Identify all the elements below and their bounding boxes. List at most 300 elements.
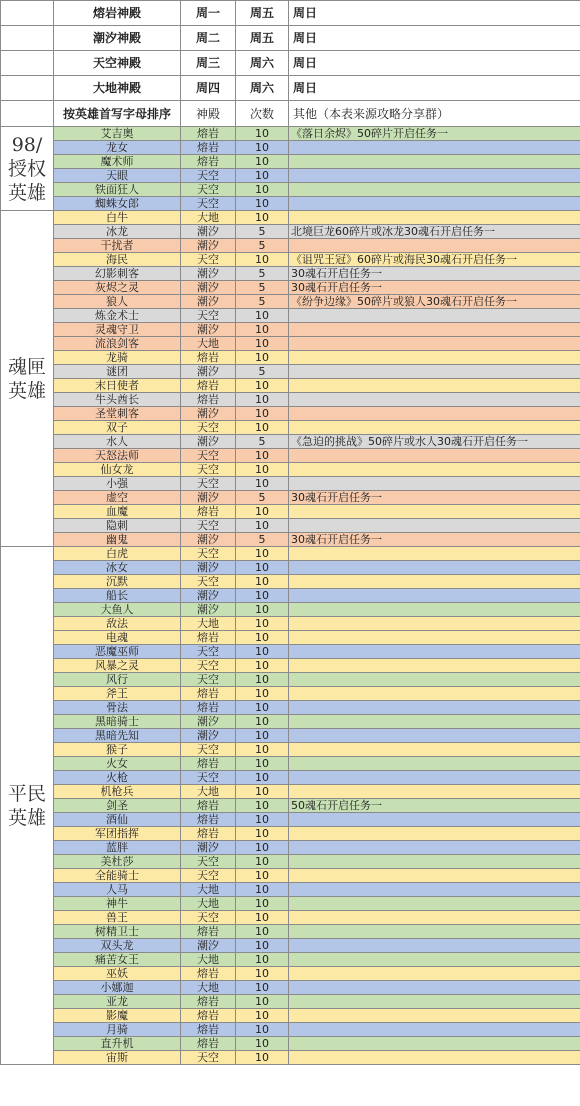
schedule-day: 周二 (181, 26, 236, 51)
hero-note (289, 953, 580, 967)
hero-name: 风行 (54, 673, 181, 687)
hero-note (289, 743, 580, 757)
hero-note (289, 855, 580, 869)
hero-name: 牛头酋长 (54, 393, 181, 407)
table-row (1, 1051, 580, 1065)
hero-note (289, 323, 580, 337)
hero-note (289, 645, 580, 659)
hero-count: 10 (236, 659, 289, 673)
hero-count: 5 (236, 239, 289, 253)
hero-count: 10 (236, 323, 289, 337)
hero-name: 小娜迦 (54, 981, 181, 995)
hero-temple: 天空 (181, 673, 236, 687)
hero-note (289, 337, 580, 351)
hero-count: 10 (236, 729, 289, 743)
hero-temple: 天空 (181, 659, 236, 673)
hero-count: 10 (236, 855, 289, 869)
hero-count: 5 (236, 295, 289, 309)
hero-note (289, 351, 580, 365)
schedule-row (1, 51, 580, 76)
table-row (1, 169, 580, 183)
hero-name: 火女 (54, 757, 181, 771)
hero-count: 5 (236, 365, 289, 379)
hero-count: 5 (236, 281, 289, 295)
table-row (1, 911, 580, 925)
table-row (1, 897, 580, 911)
hero-temple: 天空 (181, 309, 236, 323)
hero-name: 电魂 (54, 631, 181, 645)
hero-temple: 天空 (181, 869, 236, 883)
hero-temple: 潮汐 (181, 435, 236, 449)
schedule-temple: 大地神殿 (54, 76, 181, 101)
hero-name: 灵魂守卫 (54, 323, 181, 337)
hero-note (289, 967, 580, 981)
table-row (1, 309, 580, 323)
hero-note (289, 715, 580, 729)
table-row (1, 939, 580, 953)
table-row (1, 813, 580, 827)
table-row (1, 575, 580, 589)
hero-name: 大鱼人 (54, 603, 181, 617)
hero-temple: 熔岩 (181, 967, 236, 981)
hero-temple: 熔岩 (181, 631, 236, 645)
hero-note (289, 911, 580, 925)
hero-temple: 熔岩 (181, 1037, 236, 1051)
hero-temple: 大地 (181, 211, 236, 225)
hero-temple: 天空 (181, 477, 236, 491)
hero-name: 火枪 (54, 771, 181, 785)
hero-note (289, 659, 580, 673)
hero-count: 10 (236, 197, 289, 211)
table-row (1, 589, 580, 603)
hero-name: 血魔 (54, 505, 181, 519)
hero-note (289, 1051, 580, 1065)
hero-temple: 潮汐 (181, 365, 236, 379)
hero-note (289, 729, 580, 743)
schedule-day: 周三 (181, 51, 236, 76)
hero-temple: 熔岩 (181, 505, 236, 519)
table-row (1, 127, 580, 141)
hero-count: 10 (236, 967, 289, 981)
hero-count: 10 (236, 1051, 289, 1065)
hero-count: 10 (236, 183, 289, 197)
hero-temple: 熔岩 (181, 687, 236, 701)
hero-count: 10 (236, 813, 289, 827)
hero-name: 黑暗骑士 (54, 715, 181, 729)
hero-note (289, 477, 580, 491)
hero-note: 30魂石开启任务一 (289, 281, 580, 295)
hero-temple: 天空 (181, 1051, 236, 1065)
hero-note: 50魂石开启任务一 (289, 799, 580, 813)
table-row (1, 841, 580, 855)
hero-count: 10 (236, 309, 289, 323)
hero-note (289, 421, 580, 435)
hero-name: 魔术师 (54, 155, 181, 169)
hero-name: 亚龙 (54, 995, 181, 1009)
hero-note (289, 183, 580, 197)
hero-note (289, 673, 580, 687)
column-header-row (1, 101, 580, 127)
table-row (1, 155, 580, 169)
table-row (1, 743, 580, 757)
hero-temple: 潮汐 (181, 491, 236, 505)
hero-name: 炼金术士 (54, 309, 181, 323)
hero-note (289, 897, 580, 911)
hero-name: 月骑 (54, 1023, 181, 1037)
hero-note: 30魂石开启任务一 (289, 267, 580, 281)
hero-temple: 大地 (181, 617, 236, 631)
hero-note (289, 995, 580, 1009)
table-row (1, 771, 580, 785)
hero-count: 5 (236, 491, 289, 505)
hero-name: 虚空 (54, 491, 181, 505)
hero-temple: 大地 (181, 953, 236, 967)
hero-count: 10 (236, 141, 289, 155)
blank-cell (1, 101, 54, 127)
hero-name: 铁面狂人 (54, 183, 181, 197)
schedule-row (1, 1, 580, 26)
table-row (1, 253, 580, 267)
hero-temple: 天空 (181, 547, 236, 561)
table-row (1, 631, 580, 645)
table-row (1, 617, 580, 631)
table-row (1, 715, 580, 729)
table-row (1, 869, 580, 883)
table-row (1, 421, 580, 435)
hero-note: 《诅咒王冠》60碎片或海民30魂石开启任务一 (289, 253, 580, 267)
table-row (1, 757, 580, 771)
table-row (1, 883, 580, 897)
header-temple: 神殿 (181, 101, 236, 127)
hero-name: 船长 (54, 589, 181, 603)
hero-name: 斧王 (54, 687, 181, 701)
hero-count: 10 (236, 477, 289, 491)
hero-count: 10 (236, 701, 289, 715)
hero-name: 海民 (54, 253, 181, 267)
table-row (1, 827, 580, 841)
hero-count: 10 (236, 897, 289, 911)
hero-name: 艾吉奥 (54, 127, 181, 141)
hero-temple: 潮汐 (181, 225, 236, 239)
table-row (1, 295, 580, 309)
hero-note (289, 813, 580, 827)
table-row (1, 197, 580, 211)
hero-note (289, 981, 580, 995)
hero-count: 10 (236, 953, 289, 967)
hero-temple: 熔岩 (181, 155, 236, 169)
table-row (1, 183, 580, 197)
hero-temple: 天空 (181, 449, 236, 463)
hero-temple: 潮汐 (181, 281, 236, 295)
hero-note (289, 407, 580, 421)
hero-count: 10 (236, 603, 289, 617)
hero-name: 恶魔巫师 (54, 645, 181, 659)
hero-temple: 潮汐 (181, 561, 236, 575)
hero-temple: 熔岩 (181, 701, 236, 715)
hero-temple: 天空 (181, 645, 236, 659)
hero-temple: 熔岩 (181, 995, 236, 1009)
hero-count: 10 (236, 673, 289, 687)
hero-count: 10 (236, 547, 289, 561)
hero-count: 10 (236, 631, 289, 645)
hero-name: 兽王 (54, 911, 181, 925)
hero-note (289, 785, 580, 799)
hero-name: 猴子 (54, 743, 181, 757)
hero-note (289, 211, 580, 225)
hero-name: 神牛 (54, 897, 181, 911)
hero-name: 仙女龙 (54, 463, 181, 477)
hero-temple: 潮汐 (181, 533, 236, 547)
hero-name: 小强 (54, 477, 181, 491)
table-row (1, 729, 580, 743)
hero-name: 天怒法师 (54, 449, 181, 463)
hero-note (289, 589, 580, 603)
hero-count: 10 (236, 617, 289, 631)
hero-count: 10 (236, 1037, 289, 1051)
hero-count: 10 (236, 589, 289, 603)
table-row (1, 785, 580, 799)
hero-temple: 潮汐 (181, 267, 236, 281)
table-row (1, 1037, 580, 1051)
hero-note (289, 1009, 580, 1023)
hero-temple: 潮汐 (181, 841, 236, 855)
hero-name: 蓝胖 (54, 841, 181, 855)
hero-count: 10 (236, 1009, 289, 1023)
hero-note (289, 519, 580, 533)
hero-temple: 熔岩 (181, 813, 236, 827)
hero-note (289, 169, 580, 183)
hero-name: 人马 (54, 883, 181, 897)
hero-name: 剑圣 (54, 799, 181, 813)
hero-name: 沉默 (54, 575, 181, 589)
hero-temple: 熔岩 (181, 127, 236, 141)
hero-note (289, 141, 580, 155)
hero-count: 10 (236, 519, 289, 533)
hero-name: 幻影刺客 (54, 267, 181, 281)
hero-count: 10 (236, 169, 289, 183)
hero-note (289, 197, 580, 211)
hero-temple: 熔岩 (181, 799, 236, 813)
blank-cell (1, 1, 54, 26)
hero-temple: 天空 (181, 743, 236, 757)
hero-temple: 熔岩 (181, 141, 236, 155)
hero-name: 末日使者 (54, 379, 181, 393)
table-row (1, 603, 580, 617)
hero-note (289, 463, 580, 477)
hero-name: 双子 (54, 421, 181, 435)
hero-temple: 潮汐 (181, 729, 236, 743)
hero-temple: 熔岩 (181, 827, 236, 841)
hero-name: 灰烬之灵 (54, 281, 181, 295)
hero-temple: 潮汐 (181, 603, 236, 617)
hero-note (289, 393, 580, 407)
hero-temple: 大地 (181, 883, 236, 897)
hero-temple: 大地 (181, 337, 236, 351)
table-row (1, 659, 580, 673)
table-row (1, 463, 580, 477)
table-row (1, 673, 580, 687)
table-row (1, 1009, 580, 1023)
schedule-row (1, 76, 580, 101)
hero-note (289, 757, 580, 771)
hero-note (289, 575, 580, 589)
hero-count: 10 (236, 645, 289, 659)
table-row (1, 925, 580, 939)
hero-count: 5 (236, 435, 289, 449)
table-row (1, 995, 580, 1009)
table-row (1, 799, 580, 813)
hero-name: 冰龙 (54, 225, 181, 239)
schedule-temple: 潮汐神殿 (54, 26, 181, 51)
hero-temple: 天空 (181, 183, 236, 197)
hero-count: 5 (236, 225, 289, 239)
hero-name: 天眼 (54, 169, 181, 183)
table-row (1, 449, 580, 463)
hero-temple: 潮汐 (181, 407, 236, 421)
hero-temple: 天空 (181, 771, 236, 785)
hero-temple: 熔岩 (181, 351, 236, 365)
table-row (1, 505, 580, 519)
hero-count: 10 (236, 869, 289, 883)
hero-note (289, 603, 580, 617)
hero-note (289, 687, 580, 701)
hero-count: 10 (236, 155, 289, 169)
table-row (1, 701, 580, 715)
hero-temple: 天空 (181, 575, 236, 589)
hero-name: 宙斯 (54, 1051, 181, 1065)
hero-name: 蜘蛛女郎 (54, 197, 181, 211)
header-other: 其他（本表来源攻略分享群） (289, 101, 580, 127)
hero-temple: 天空 (181, 169, 236, 183)
hero-temple: 大地 (181, 981, 236, 995)
hero-temple: 天空 (181, 519, 236, 533)
hero-count: 10 (236, 449, 289, 463)
table-row (1, 491, 580, 505)
hero-temple: 熔岩 (181, 1023, 236, 1037)
hero-temple: 潮汐 (181, 239, 236, 253)
hero-count: 10 (236, 505, 289, 519)
hero-note (289, 617, 580, 631)
schedule-day: 周日 (289, 26, 580, 51)
hero-name: 隐刺 (54, 519, 181, 533)
hero-count: 10 (236, 925, 289, 939)
table-row (1, 953, 580, 967)
table-row (1, 267, 580, 281)
hero-temple: 熔岩 (181, 925, 236, 939)
table-row (1, 239, 580, 253)
table-row (1, 547, 580, 561)
schedule-day: 周日 (289, 51, 580, 76)
hero-temple: 潮汐 (181, 323, 236, 337)
hero-name: 直升机 (54, 1037, 181, 1051)
table-row (1, 967, 580, 981)
hero-count: 10 (236, 799, 289, 813)
hero-count: 10 (236, 337, 289, 351)
hero-note (289, 771, 580, 785)
blank-cell (1, 26, 54, 51)
hero-note (289, 1023, 580, 1037)
schedule-day: 周日 (289, 76, 580, 101)
hero-temple: 大地 (181, 785, 236, 799)
blank-cell (1, 76, 54, 101)
schedule-row (1, 26, 580, 51)
hero-count: 10 (236, 785, 289, 799)
hero-count: 10 (236, 379, 289, 393)
hero-note (289, 365, 580, 379)
hero-note (289, 155, 580, 169)
hero-count: 10 (236, 463, 289, 477)
table-row (1, 1023, 580, 1037)
hero-count: 10 (236, 393, 289, 407)
header-count: 次数 (236, 101, 289, 127)
schedule-day: 周四 (181, 76, 236, 101)
hero-name: 机枪兵 (54, 785, 181, 799)
hero-name: 巫妖 (54, 967, 181, 981)
hero-name: 酒仙 (54, 813, 181, 827)
table-row (1, 323, 580, 337)
hero-note (289, 631, 580, 645)
hero-note: 30魂石开启任务一 (289, 533, 580, 547)
schedule-day: 周六 (236, 76, 289, 101)
hero-note (289, 827, 580, 841)
hero-name: 龙骑 (54, 351, 181, 365)
hero-name: 流浪剑客 (54, 337, 181, 351)
schedule-day: 周六 (236, 51, 289, 76)
hero-name: 圣堂刺客 (54, 407, 181, 421)
hero-name: 白虎 (54, 547, 181, 561)
hero-count: 10 (236, 771, 289, 785)
hero-count: 10 (236, 743, 289, 757)
group-label: 98/ 授权 英雄 (1, 127, 54, 211)
hero-name: 水人 (54, 435, 181, 449)
hero-count: 10 (236, 407, 289, 421)
hero-name: 影魔 (54, 1009, 181, 1023)
hero-temple: 潮汐 (181, 939, 236, 953)
hero-note: 《纷争边缘》50碎片或狼人30魂石开启任务一 (289, 295, 580, 309)
hero-temple: 天空 (181, 253, 236, 267)
hero-count: 10 (236, 757, 289, 771)
hero-note (289, 869, 580, 883)
hero-name: 龙女 (54, 141, 181, 155)
hero-temple: 天空 (181, 197, 236, 211)
hero-note (289, 547, 580, 561)
hero-count: 5 (236, 267, 289, 281)
hero-temple: 潮汐 (181, 715, 236, 729)
hero-note: 30魂石开启任务一 (289, 491, 580, 505)
hero-count: 10 (236, 883, 289, 897)
hero-note: 《落日余烬》50碎片开启任务一 (289, 127, 580, 141)
table-row (1, 645, 580, 659)
hero-count: 10 (236, 211, 289, 225)
hero-temple: 熔岩 (181, 757, 236, 771)
table-row (1, 141, 580, 155)
hero-count: 10 (236, 939, 289, 953)
hero-note: 《急迫的挑战》50碎片或水人30魂石开启任务一 (289, 435, 580, 449)
hero-note (289, 505, 580, 519)
hero-count: 10 (236, 351, 289, 365)
hero-name: 军团指挥 (54, 827, 181, 841)
hero-temple: 熔岩 (181, 393, 236, 407)
schedule-day: 周五 (236, 26, 289, 51)
hero-count: 10 (236, 253, 289, 267)
table-row (1, 365, 580, 379)
hero-name: 谜团 (54, 365, 181, 379)
header-name: 按英雄首写字母排序 (54, 101, 181, 127)
table-row (1, 855, 580, 869)
table-row (1, 393, 580, 407)
hero-count: 5 (236, 533, 289, 547)
hero-count: 10 (236, 687, 289, 701)
